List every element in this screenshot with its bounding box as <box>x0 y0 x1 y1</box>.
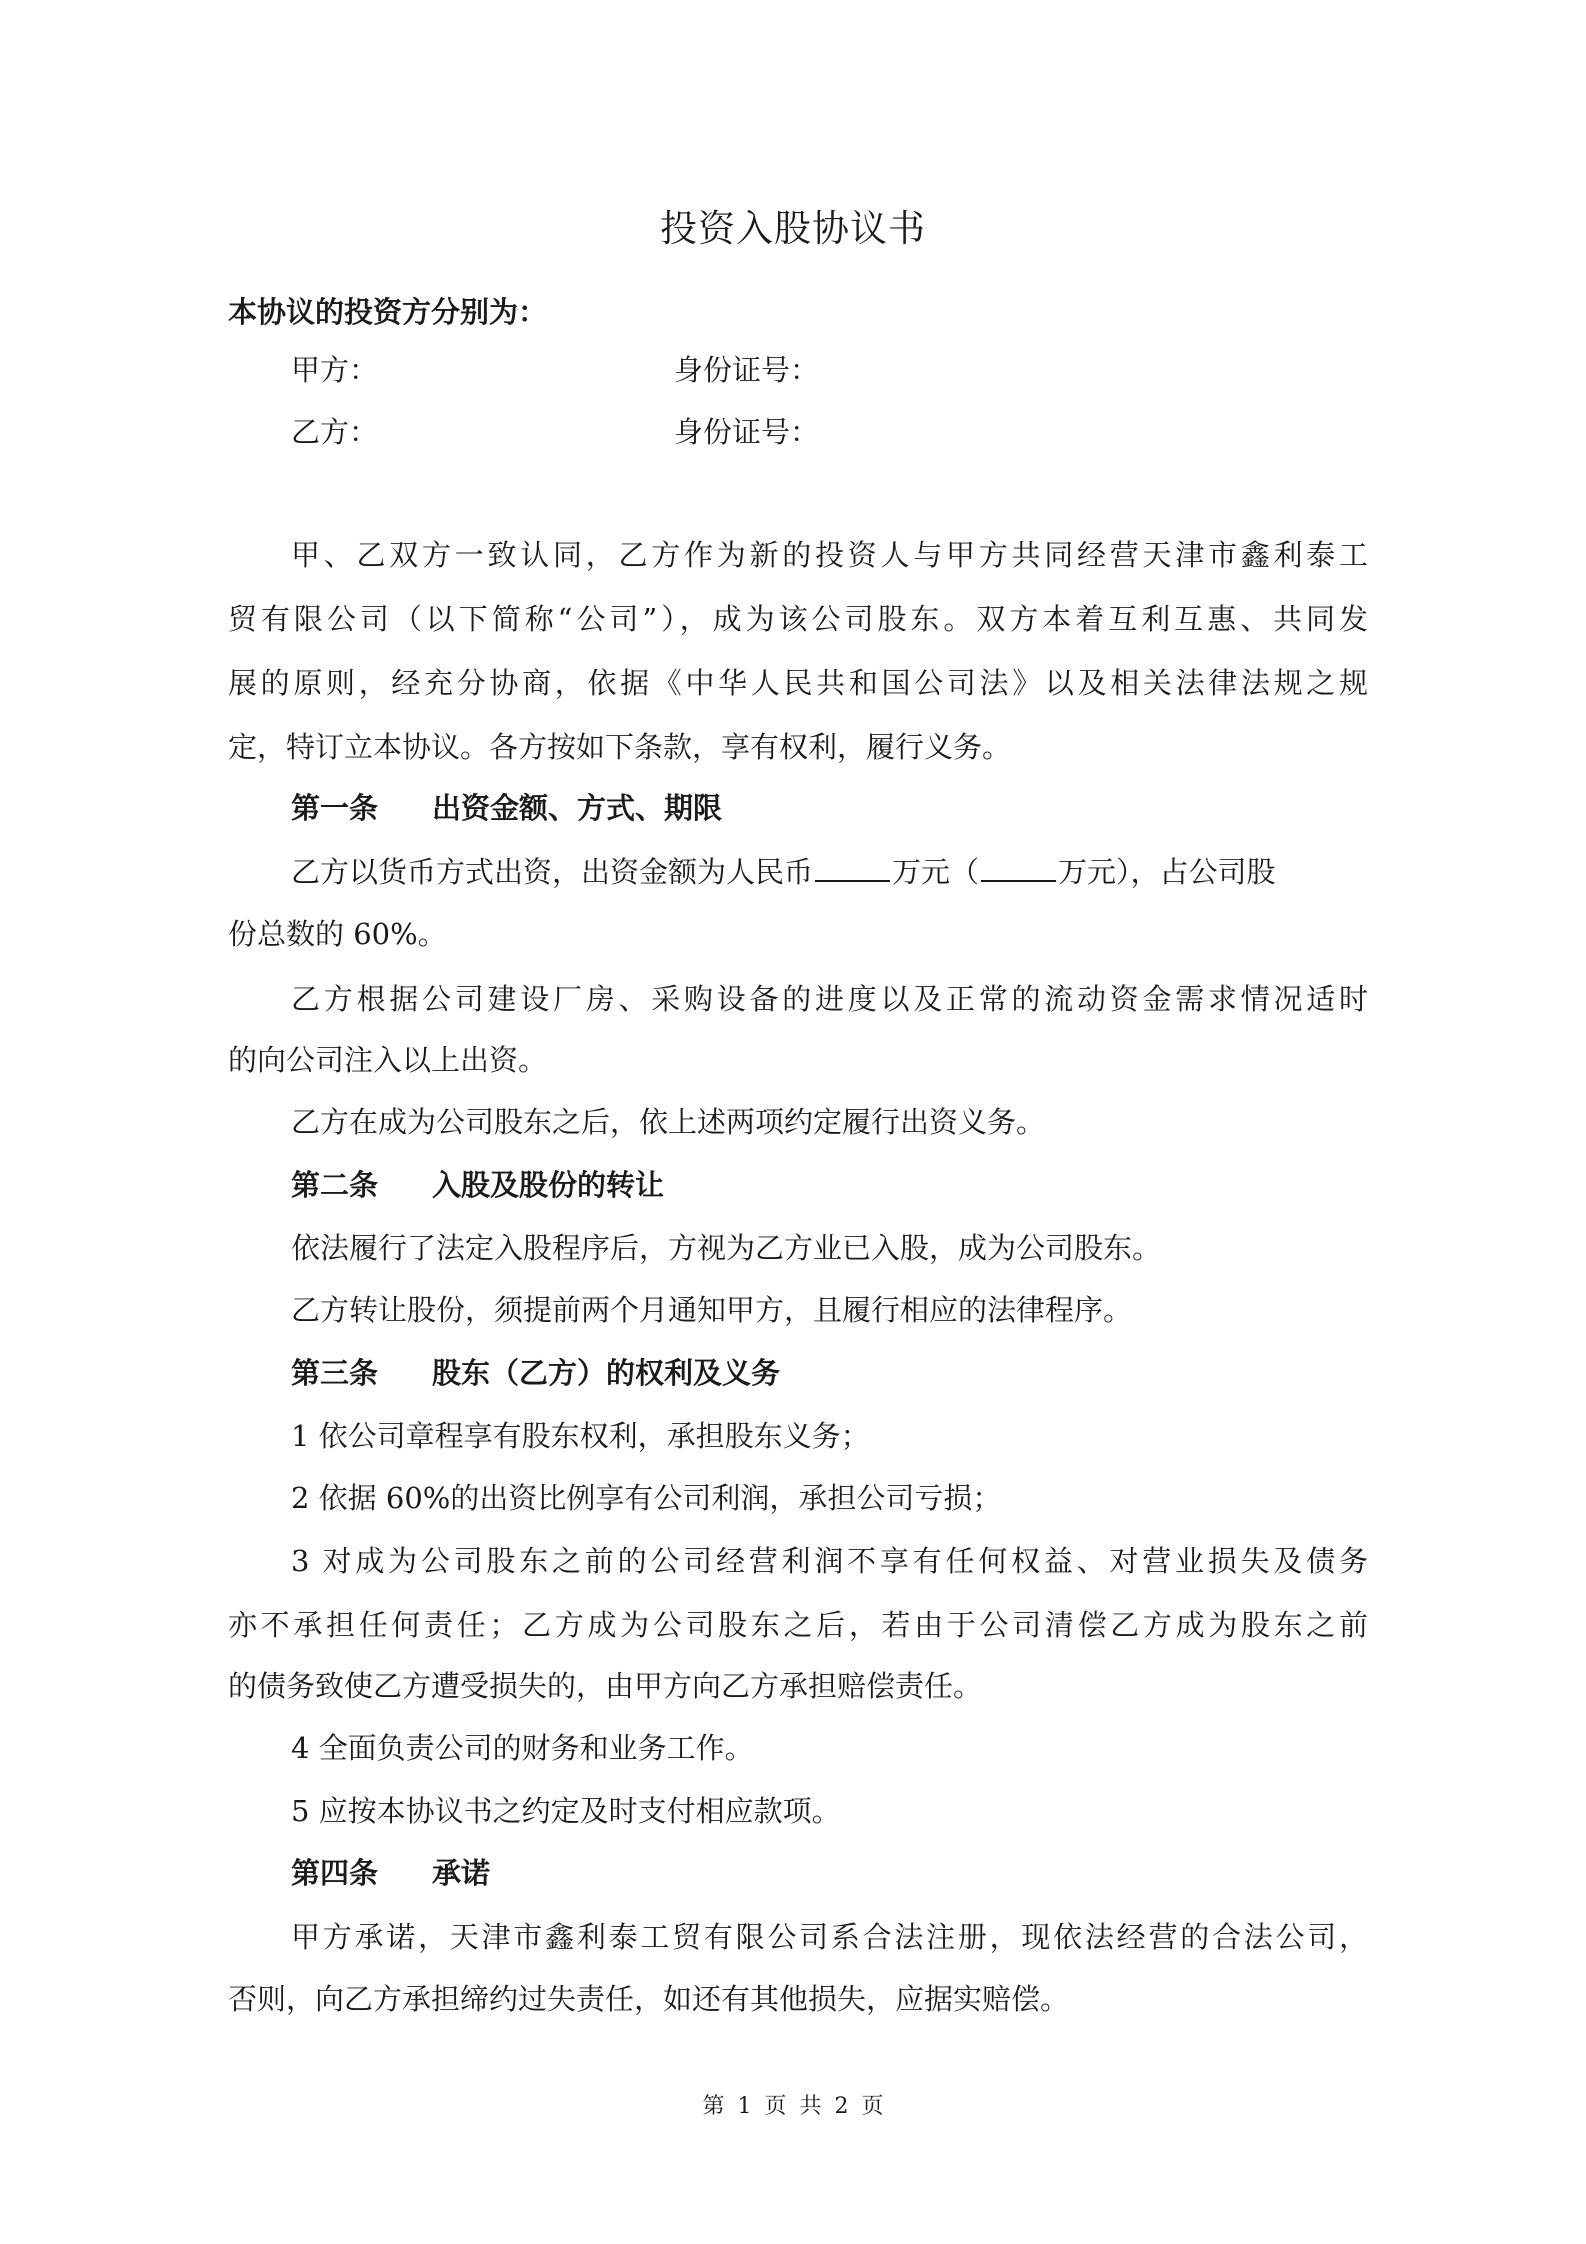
article-4-heading <box>291 1851 1431 1895</box>
article-1-para2-line1: 乙方根据公司建设厂房、采购设备的进度以及正常的流动资金需求情况适时 <box>291 982 1368 1016</box>
article-2-para1: 依法履行了法定入股程序后，方视为乙方业已入股，成为公司股东。 <box>291 1231 1162 1265</box>
article-1-title: 出资金额、方式、期限 <box>432 791 723 825</box>
article-1-number: 第一条 <box>291 791 379 825</box>
article-1-heading <box>291 786 1431 830</box>
document-title: 投资入股协议书 <box>660 207 926 250</box>
preamble-line-2: 贸有限公司（以下简称“公司”），成为该公司股东。双方本着互利互惠、共同发 <box>228 602 1368 636</box>
article-4-title: 承诺 <box>432 1856 491 1890</box>
article-3-item-2: 2 依据 60%的出资比例享有公司利润，承担公司亏损； <box>291 1481 1002 1515</box>
article-1-para3: 乙方在成为公司股东之后，依上述两项约定履行出资义务。 <box>291 1105 1046 1139</box>
article-3-heading <box>291 1351 1431 1395</box>
amount-suffix: 万元），占公司股 <box>1058 855 1276 889</box>
party-b-id-label: 身份证号： <box>674 415 820 449</box>
article-1-para2-line2: 的向公司注入以上出资。 <box>228 1043 548 1077</box>
article-3-item-3-line3: 的债务致使乙方遭受损失的，由甲方向乙方承担赔偿责任。 <box>228 1669 983 1703</box>
article-3-item-5: 5 应按本协议书之约定及时支付相应款项。 <box>291 1794 841 1828</box>
article-3-item-4: 4 全面负责公司的财务和业务工作。 <box>291 1731 754 1765</box>
article-1-share-line: 份总数的 60%。 <box>228 917 447 951</box>
article-4-line2: 否则，向乙方承担缔约过失责任，如还有其他损失，应据实赔偿。 <box>228 1982 1070 2016</box>
article-4-line1: 甲方承诺，天津市鑫利泰工贸有限公司系合法注册，现依法经营的合法公司， <box>291 1920 1368 1954</box>
party-b-label: 乙方： <box>291 415 379 449</box>
party-a-id-label: 身份证号： <box>674 353 820 387</box>
amount-blank-2[interactable] <box>981 854 1056 882</box>
party-a-label: 甲方： <box>291 353 379 387</box>
article-3-number: 第三条 <box>291 1356 379 1390</box>
article-3-item-3-line1: 3 对成为公司股东之前的公司经营利润不享有任何权益、对营业损失及债务 <box>291 1544 1368 1578</box>
preamble-line-4: 定，特订立本协议。各方按如下条款，享有权利，履行义务。 <box>228 730 1012 764</box>
article-3-item-1: 1 依公司章程享有股东权利，承担股东义务； <box>291 1419 870 1453</box>
intro-heading: 本协议的投资方分别为： <box>228 295 548 329</box>
article-3-item-3-line2: 亦不承担任何责任；乙方成为公司股东之后，若由于公司清偿乙方成为股东之前 <box>228 1608 1368 1642</box>
article-1-amount-line <box>291 850 1431 894</box>
preamble-line-1: 甲、乙双方一致认同，乙方作为新的投资人与甲方共同经营天津市鑫利泰工 <box>291 538 1368 572</box>
article-3-title: 股东（乙方）的权利及义务 <box>432 1356 781 1390</box>
preamble-line-3: 展的原则，经充分协商，依据《中华人民共和国公司法》以及相关法律法规之规 <box>228 666 1368 700</box>
article-2-number: 第二条 <box>291 1168 379 1202</box>
article-4-number: 第四条 <box>291 1856 379 1890</box>
page-footer: 第 1 页 共 2 页 <box>702 2094 884 2119</box>
amount-prefix: 乙方以货币方式出资，出资金额为人民币 <box>291 855 814 889</box>
article-2-title: 入股及股份的转让 <box>432 1168 665 1202</box>
article-2-heading <box>291 1163 1431 1207</box>
amount-blank-1[interactable] <box>815 854 890 882</box>
article-2-para2: 乙方转让股份，须提前两个月通知甲方，且履行相应的法律程序。 <box>291 1293 1133 1327</box>
amount-mid: 万元（ <box>892 855 980 889</box>
